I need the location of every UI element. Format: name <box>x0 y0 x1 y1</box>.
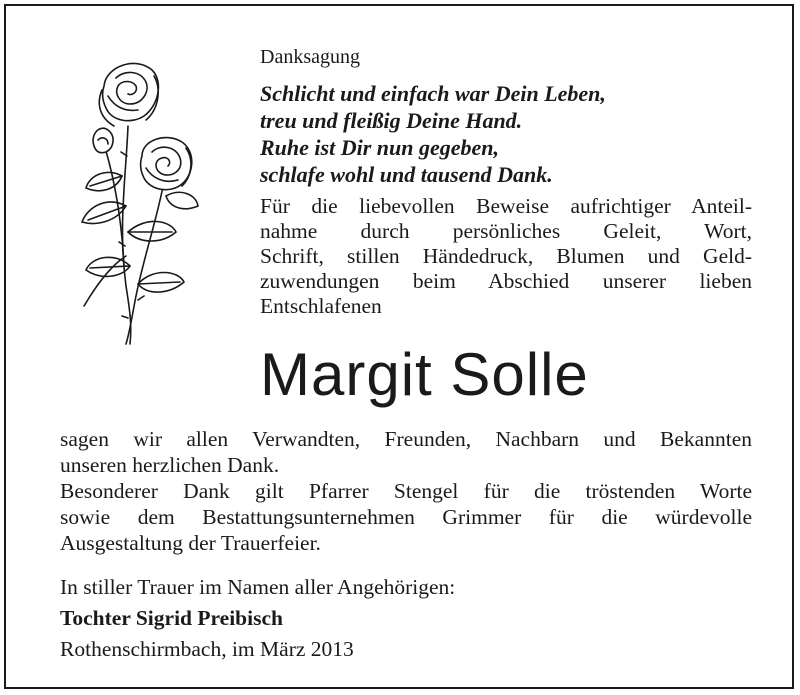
poem <box>260 80 606 188</box>
notice-heading: Danksagung <box>260 46 360 68</box>
intro-line: nahme durch persönliches Geleit, Wort, <box>260 219 752 243</box>
intro-line: zuwendungen beim Abschied unserer lieben <box>260 269 752 293</box>
body-line: Ausgestaltung der Trauerfeier. <box>60 531 321 555</box>
body-line: Besonderer Dank gilt Pfarrer Stengel für die tröstenden Worte <box>60 479 752 503</box>
intro-line: Schrift, stillen Händedruck, Blumen und Geld- <box>260 244 752 268</box>
thanks-body <box>60 426 752 556</box>
body-line: sagen wir allen Verwandten, Freunden, Nachbarn und Bekannten <box>60 427 752 451</box>
body-line: unseren herzlichen Dank. <box>60 453 280 477</box>
signatory: Tochter Sigrid Preibisch <box>60 606 283 630</box>
poem-line: Schlicht und einfach war Dein Leben, <box>260 81 606 106</box>
signature-block <box>60 572 455 665</box>
intro-line: Entschlafenen <box>260 294 382 318</box>
rose-illustration <box>66 56 216 346</box>
obituary-notice <box>4 4 794 689</box>
body-line: sowie dem Bestattungsunternehmen Grimmer für die würdevolle <box>60 505 752 529</box>
poem-line: Ruhe ist Dir nun gegeben, <box>260 135 499 160</box>
place-date: Rothenschirmbach, im März 2013 <box>60 637 354 661</box>
intro-line: Für die liebevollen Beweise aufrichtiger Anteil- <box>260 194 752 218</box>
mourning-line: In stiller Trauer im Namen aller Angehörigen: <box>60 575 456 599</box>
poem-line: treu und fleißig Deine Hand. <box>260 108 523 133</box>
thanks-intro <box>260 194 752 319</box>
deceased-name: Margit Solle <box>260 341 589 408</box>
poem-line: schlafe wohl und tausend Dank. <box>260 162 553 187</box>
